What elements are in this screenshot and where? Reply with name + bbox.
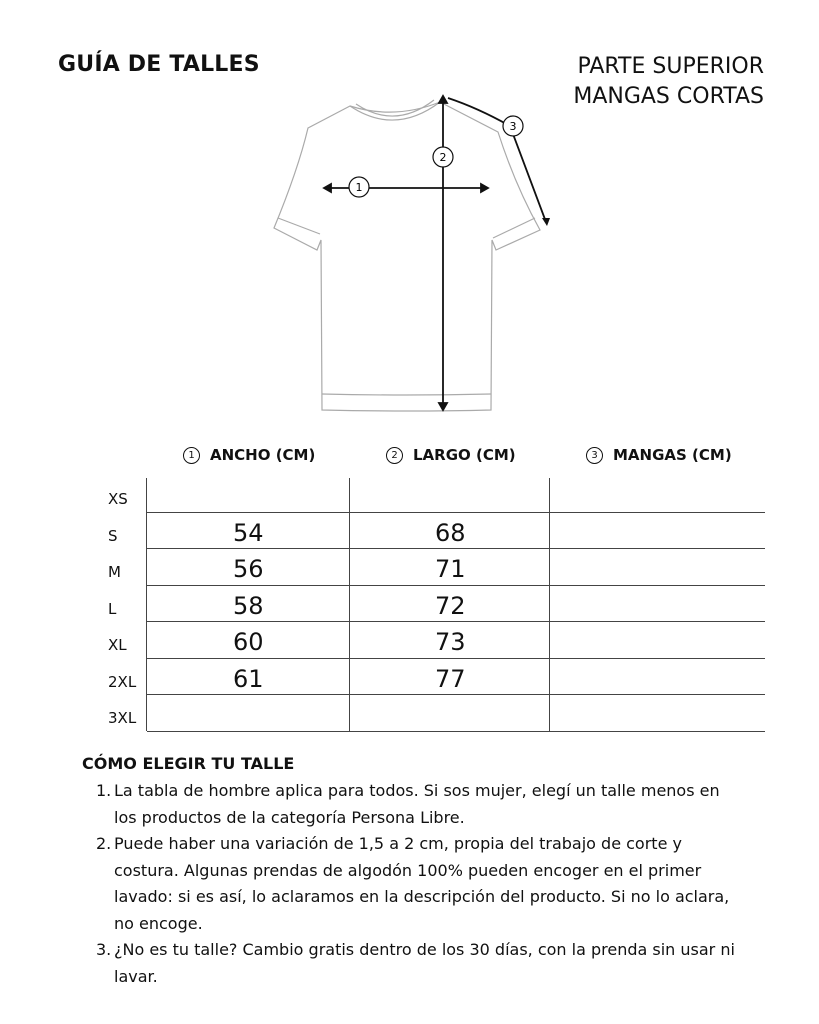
column-header-ancho [183, 446, 315, 464]
ancho-value: 60 [233, 628, 264, 656]
largo-value: 72 [435, 591, 466, 620]
list-number: 2. [96, 834, 112, 853]
column-header-largo [386, 446, 516, 464]
row-divider [147, 512, 765, 513]
row-divider [147, 694, 765, 695]
table-row [100, 515, 765, 552]
largo-value: 68 [435, 518, 466, 547]
list-item [96, 937, 746, 990]
ancho-value: 56 [233, 555, 264, 583]
size-label: XL [108, 636, 127, 654]
column-header-mangas [586, 446, 732, 464]
list-text: Puede haber una variación de 1,5 a 2 cm, propia del trabajo de corte y costura. Algunas prendas de algodón 100% pueden encoger en el primer lavado: si es así, lo aclaramos en la descripción del producto. Si no lo aclara, no encoge. [114, 834, 730, 933]
largo-value: 71 [435, 555, 466, 583]
row-divider [147, 658, 765, 659]
table-row [100, 697, 765, 734]
size-label: L [108, 599, 117, 618]
size-label: S [108, 526, 118, 545]
table-row [100, 661, 765, 698]
size-label: M [108, 563, 121, 581]
column-label: LARGO (CM) [413, 446, 516, 464]
marker-2-badge: 2 [386, 447, 403, 464]
largo-value: 73 [435, 628, 466, 656]
list-text: ¿No es tu talle? Cambio gratis dentro de los 30 días, con la prenda sin usar ni lavar. [114, 940, 735, 986]
size-table [100, 478, 765, 734]
row-divider [147, 548, 765, 549]
size-label: 3XL [108, 709, 137, 727]
page-title: GUÍA DE TALLES [58, 52, 260, 77]
garment-type-line1: PARTE SUPERIOR [577, 54, 764, 79]
marker-3-badge: 3 [586, 447, 603, 464]
row-divider [147, 731, 765, 732]
column-label: ANCHO (CM) [210, 446, 316, 464]
list-item [96, 778, 746, 831]
table-row [100, 478, 765, 515]
tshirt-measurement-diagram [260, 90, 560, 420]
howto-heading: CÓMO ELEGIR TU TALLE [82, 754, 295, 773]
table-row [100, 551, 765, 588]
tshirt-outline-icon [274, 100, 540, 411]
table-row [100, 588, 765, 625]
column-label: MANGAS (CM) [613, 446, 732, 464]
list-text: La tabla de hombre aplica para todos. Si sos mujer, elegí un talle menos en los productos de la categoría Persona Libre. [114, 781, 720, 827]
table-row [100, 624, 765, 661]
ancho-value: 58 [233, 591, 264, 620]
size-label: 2XL [108, 672, 137, 691]
list-number: 1. [96, 781, 112, 800]
ancho-value: 61 [233, 664, 264, 693]
garment-type [573, 52, 764, 112]
list-item [96, 831, 746, 937]
howto-list [96, 778, 746, 990]
size-label: XS [108, 490, 128, 508]
list-number: 3. [96, 940, 112, 959]
marker-3-label: 3 [509, 120, 517, 133]
ancho-value: 54 [233, 518, 264, 547]
largo-value: 77 [435, 664, 466, 693]
garment-type-line2: MANGAS CORTAS [573, 84, 764, 109]
row-divider [147, 585, 765, 586]
marker-1-badge: 1 [183, 447, 200, 464]
marker-1-label: 1 [355, 181, 363, 194]
marker-2-label: 2 [439, 151, 447, 164]
row-divider [147, 621, 765, 622]
